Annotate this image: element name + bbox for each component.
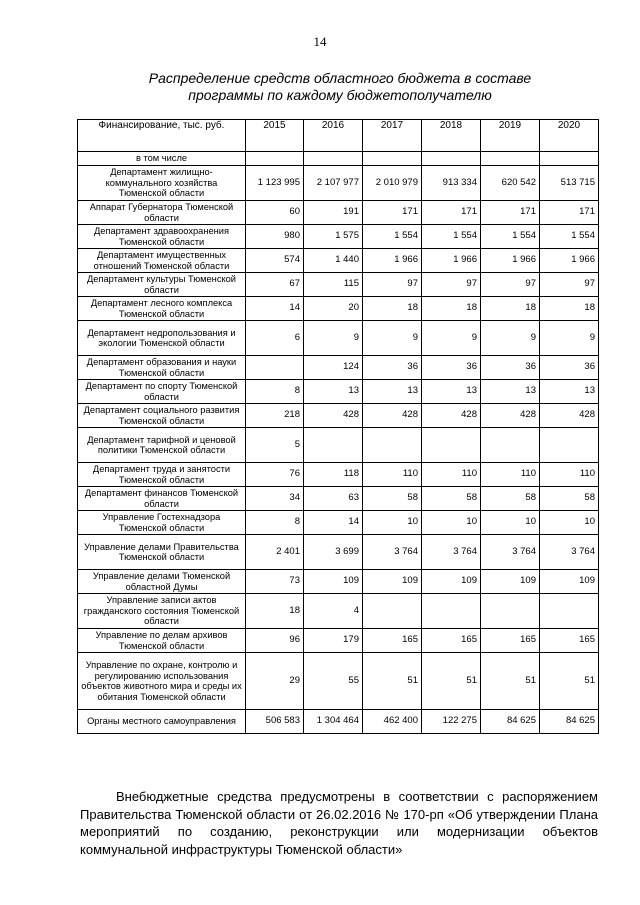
header-year-2015: 2015: [246, 120, 304, 152]
value-cell-2020: 165: [540, 629, 599, 653]
table-row: [78, 297, 599, 321]
table-row: [78, 356, 599, 380]
table-row: [78, 428, 599, 463]
value-cell-2018: [422, 594, 481, 629]
value-cell-2016: 63: [304, 487, 363, 511]
recipient-name: Департамент имущественных отношений Тюменской области: [78, 249, 246, 273]
value-cell-2015: 5: [246, 428, 304, 463]
table-row: [78, 321, 599, 356]
recipient-name: Департамент лесного комплекса Тюменской области: [78, 297, 246, 321]
table-header-row: [78, 120, 599, 152]
value-cell-2019: 3 764: [481, 535, 540, 570]
value-cell-2019: 110: [481, 463, 540, 487]
recipient-name: Департамент социального развития Тюменской области: [78, 404, 246, 428]
value-cell-2019: [481, 594, 540, 629]
table-row: [78, 594, 599, 629]
value-cell-2017: 9: [363, 321, 422, 356]
value-cell-2020: 1 554: [540, 225, 599, 249]
recipient-name: Департамент жилищно-коммунального хозяйства Тюменской области: [78, 166, 246, 201]
recipient-name: Управление по делам архивов Тюменской области: [78, 629, 246, 653]
title-line-1: Распределение средств областного бюджета в составе: [148, 70, 532, 86]
recipient-name: Департамент недропользования и экологии Тюменской области: [78, 321, 246, 356]
value-cell-2018: 36: [422, 356, 481, 380]
value-cell-2017: 462 400: [363, 710, 422, 734]
value-cell-2017: [363, 594, 422, 629]
value-cell-2017: 165: [363, 629, 422, 653]
recipient-name: Аппарат Губернатора Тюменской области: [78, 201, 246, 225]
value-cell-2015: 574: [246, 249, 304, 273]
title-line-2: программы по каждому бюджетополучателю: [188, 87, 492, 103]
budget-table: [77, 119, 599, 734]
table-row: [78, 629, 599, 653]
header-year-2019: 2019: [481, 120, 540, 152]
value-cell-2017: 171: [363, 201, 422, 225]
value-cell-2020: 18: [540, 297, 599, 321]
value-cell-2016: 1 304 464: [304, 710, 363, 734]
value-cell-2019: 165: [481, 629, 540, 653]
table-subheader-row: [78, 152, 599, 166]
value-cell-2019: 1 554: [481, 225, 540, 249]
value-cell-2019: 51: [481, 653, 540, 710]
value-cell-2020: 1 966: [540, 249, 599, 273]
value-cell-2019: 1 966: [481, 249, 540, 273]
value-cell-2016: 55: [304, 653, 363, 710]
value-cell-2016: 124: [304, 356, 363, 380]
value-cell-2018: 110: [422, 463, 481, 487]
value-cell-2017: 51: [363, 653, 422, 710]
table-row: [78, 225, 599, 249]
table-row: [78, 487, 599, 511]
value-cell-2017: 1 966: [363, 249, 422, 273]
value-cell-2018: 913 334: [422, 166, 481, 201]
value-cell-2016: 118: [304, 463, 363, 487]
value-cell-2017: 36: [363, 356, 422, 380]
value-cell-2016: 179: [304, 629, 363, 653]
value-cell-2016: 13: [304, 380, 363, 404]
value-cell-2016: 1 440: [304, 249, 363, 273]
table-row: [78, 273, 599, 297]
value-cell-2019: 18: [481, 297, 540, 321]
value-cell-2015: 73: [246, 570, 304, 594]
recipient-name: Департамент финансов Тюменской области: [78, 487, 246, 511]
recipient-name: Управление делами Тюменской областной Думы: [78, 570, 246, 594]
value-cell-2016: 3 699: [304, 535, 363, 570]
value-cell-2015: 1 123 995: [246, 166, 304, 201]
value-cell-2020: 428: [540, 404, 599, 428]
value-cell-2016: 428: [304, 404, 363, 428]
table-row: [78, 710, 599, 734]
recipient-name: Департамент здравоохранения Тюменской области: [78, 225, 246, 249]
value-cell-2018: 58: [422, 487, 481, 511]
value-cell-2020: 109: [540, 570, 599, 594]
value-cell-2015: 506 583: [246, 710, 304, 734]
value-cell-2017: 13: [363, 380, 422, 404]
table-row: [78, 404, 599, 428]
value-cell-2017: 97: [363, 273, 422, 297]
table-body: [78, 166, 599, 734]
recipient-name: Департамент образования и науки Тюменской области: [78, 356, 246, 380]
value-cell-2016: 191: [304, 201, 363, 225]
value-cell-2020: 36: [540, 356, 599, 380]
value-cell-2015: 34: [246, 487, 304, 511]
value-cell-2018: 18: [422, 297, 481, 321]
value-cell-2017: 58: [363, 487, 422, 511]
subheader-label: в том числе: [78, 152, 246, 166]
value-cell-2016: 4: [304, 594, 363, 629]
value-cell-2018: 165: [422, 629, 481, 653]
value-cell-2019: 109: [481, 570, 540, 594]
value-cell-2016: 9: [304, 321, 363, 356]
table-row: [78, 166, 599, 201]
recipient-name: Департамент культуры Тюменской области: [78, 273, 246, 297]
footer-paragraph: [80, 788, 598, 858]
recipient-name: Департамент по спорту Тюменской области: [78, 380, 246, 404]
value-cell-2019: 84 625: [481, 710, 540, 734]
value-cell-2020: 3 764: [540, 535, 599, 570]
value-cell-2017: 18: [363, 297, 422, 321]
header-year-2017: 2017: [363, 120, 422, 152]
value-cell-2015: 18: [246, 594, 304, 629]
value-cell-2016: 109: [304, 570, 363, 594]
value-cell-2016: 1 575: [304, 225, 363, 249]
value-cell-2015: 218: [246, 404, 304, 428]
value-cell-2017: 2 010 979: [363, 166, 422, 201]
value-cell-2016: 115: [304, 273, 363, 297]
value-cell-2016: [304, 428, 363, 463]
header-year-2018: 2018: [422, 120, 481, 152]
value-cell-2019: 428: [481, 404, 540, 428]
value-cell-2018: 428: [422, 404, 481, 428]
document-title: [100, 70, 580, 104]
recipient-name: Управление делами Правительства Тюменской области: [78, 535, 246, 570]
value-cell-2020: 84 625: [540, 710, 599, 734]
value-cell-2018: 3 764: [422, 535, 481, 570]
value-cell-2015: 76: [246, 463, 304, 487]
value-cell-2020: 51: [540, 653, 599, 710]
value-cell-2015: 29: [246, 653, 304, 710]
recipient-name: Управление Гостехнадзора Тюменской области: [78, 511, 246, 535]
recipient-name: Департамент тарифной и ценовой политики Тюменской области: [78, 428, 246, 463]
table-row: [78, 570, 599, 594]
value-cell-2017: 110: [363, 463, 422, 487]
value-cell-2015: 8: [246, 380, 304, 404]
value-cell-2015: 8: [246, 511, 304, 535]
value-cell-2017: [363, 428, 422, 463]
table-row: [78, 653, 599, 710]
value-cell-2019: 10: [481, 511, 540, 535]
value-cell-2018: 1 966: [422, 249, 481, 273]
value-cell-2017: 109: [363, 570, 422, 594]
value-cell-2016: 14: [304, 511, 363, 535]
value-cell-2018: 109: [422, 570, 481, 594]
value-cell-2015: 96: [246, 629, 304, 653]
value-cell-2018: 51: [422, 653, 481, 710]
table-row: [78, 249, 599, 273]
table-row: [78, 463, 599, 487]
table-row: [78, 380, 599, 404]
value-cell-2015: [246, 356, 304, 380]
table-row: [78, 201, 599, 225]
value-cell-2015: 14: [246, 297, 304, 321]
value-cell-2015: 67: [246, 273, 304, 297]
value-cell-2020: 171: [540, 201, 599, 225]
value-cell-2018: [422, 428, 481, 463]
value-cell-2020: 110: [540, 463, 599, 487]
value-cell-2019: 58: [481, 487, 540, 511]
table-row: [78, 535, 599, 570]
recipient-name: Департамент труда и занятости Тюменской области: [78, 463, 246, 487]
value-cell-2020: 58: [540, 487, 599, 511]
value-cell-2019: 97: [481, 273, 540, 297]
value-cell-2018: 13: [422, 380, 481, 404]
value-cell-2020: [540, 428, 599, 463]
value-cell-2017: 428: [363, 404, 422, 428]
value-cell-2016: 20: [304, 297, 363, 321]
value-cell-2015: 60: [246, 201, 304, 225]
value-cell-2020: 513 715: [540, 166, 599, 201]
header-year-2016: 2016: [304, 120, 363, 152]
value-cell-2018: 9: [422, 321, 481, 356]
value-cell-2018: 171: [422, 201, 481, 225]
value-cell-2020: 10: [540, 511, 599, 535]
value-cell-2019: 171: [481, 201, 540, 225]
value-cell-2015: 6: [246, 321, 304, 356]
value-cell-2018: 10: [422, 511, 481, 535]
recipient-name: Управление по охране, контролю и регулированию использования объектов животного мира и среды их обитания Тюменской области: [78, 653, 246, 710]
value-cell-2018: 122 275: [422, 710, 481, 734]
value-cell-2019: 620 542: [481, 166, 540, 201]
value-cell-2015: 2 401: [246, 535, 304, 570]
recipient-name: Управление записи актов гражданского состояния Тюменской области: [78, 594, 246, 629]
value-cell-2019: [481, 428, 540, 463]
value-cell-2017: 10: [363, 511, 422, 535]
value-cell-2015: 980: [246, 225, 304, 249]
value-cell-2020: 9: [540, 321, 599, 356]
recipient-name: Органы местного самоуправления: [78, 710, 246, 734]
footer-text: Внебюджетные средства предусмотрены в соответствии с распоряжением Правительства Тюменской области от 26.02.2016 № 170-рп «Об утверждении Плана мероприятий по созданию, реконструкции или модернизации объектов коммунальной инфраструктуры Тюменской области»: [80, 789, 598, 857]
value-cell-2018: 1 554: [422, 225, 481, 249]
value-cell-2020: 13: [540, 380, 599, 404]
value-cell-2016: 2 107 977: [304, 166, 363, 201]
value-cell-2017: 3 764: [363, 535, 422, 570]
value-cell-2018: 97: [422, 273, 481, 297]
value-cell-2019: 13: [481, 380, 540, 404]
header-year-2020: 2020: [540, 120, 599, 152]
page-number: 14: [313, 34, 327, 49]
value-cell-2019: 36: [481, 356, 540, 380]
value-cell-2017: 1 554: [363, 225, 422, 249]
header-financing: Финансирование, тыс. руб.: [78, 120, 246, 152]
value-cell-2020: 97: [540, 273, 599, 297]
value-cell-2020: [540, 594, 599, 629]
value-cell-2019: 9: [481, 321, 540, 356]
table-row: [78, 511, 599, 535]
